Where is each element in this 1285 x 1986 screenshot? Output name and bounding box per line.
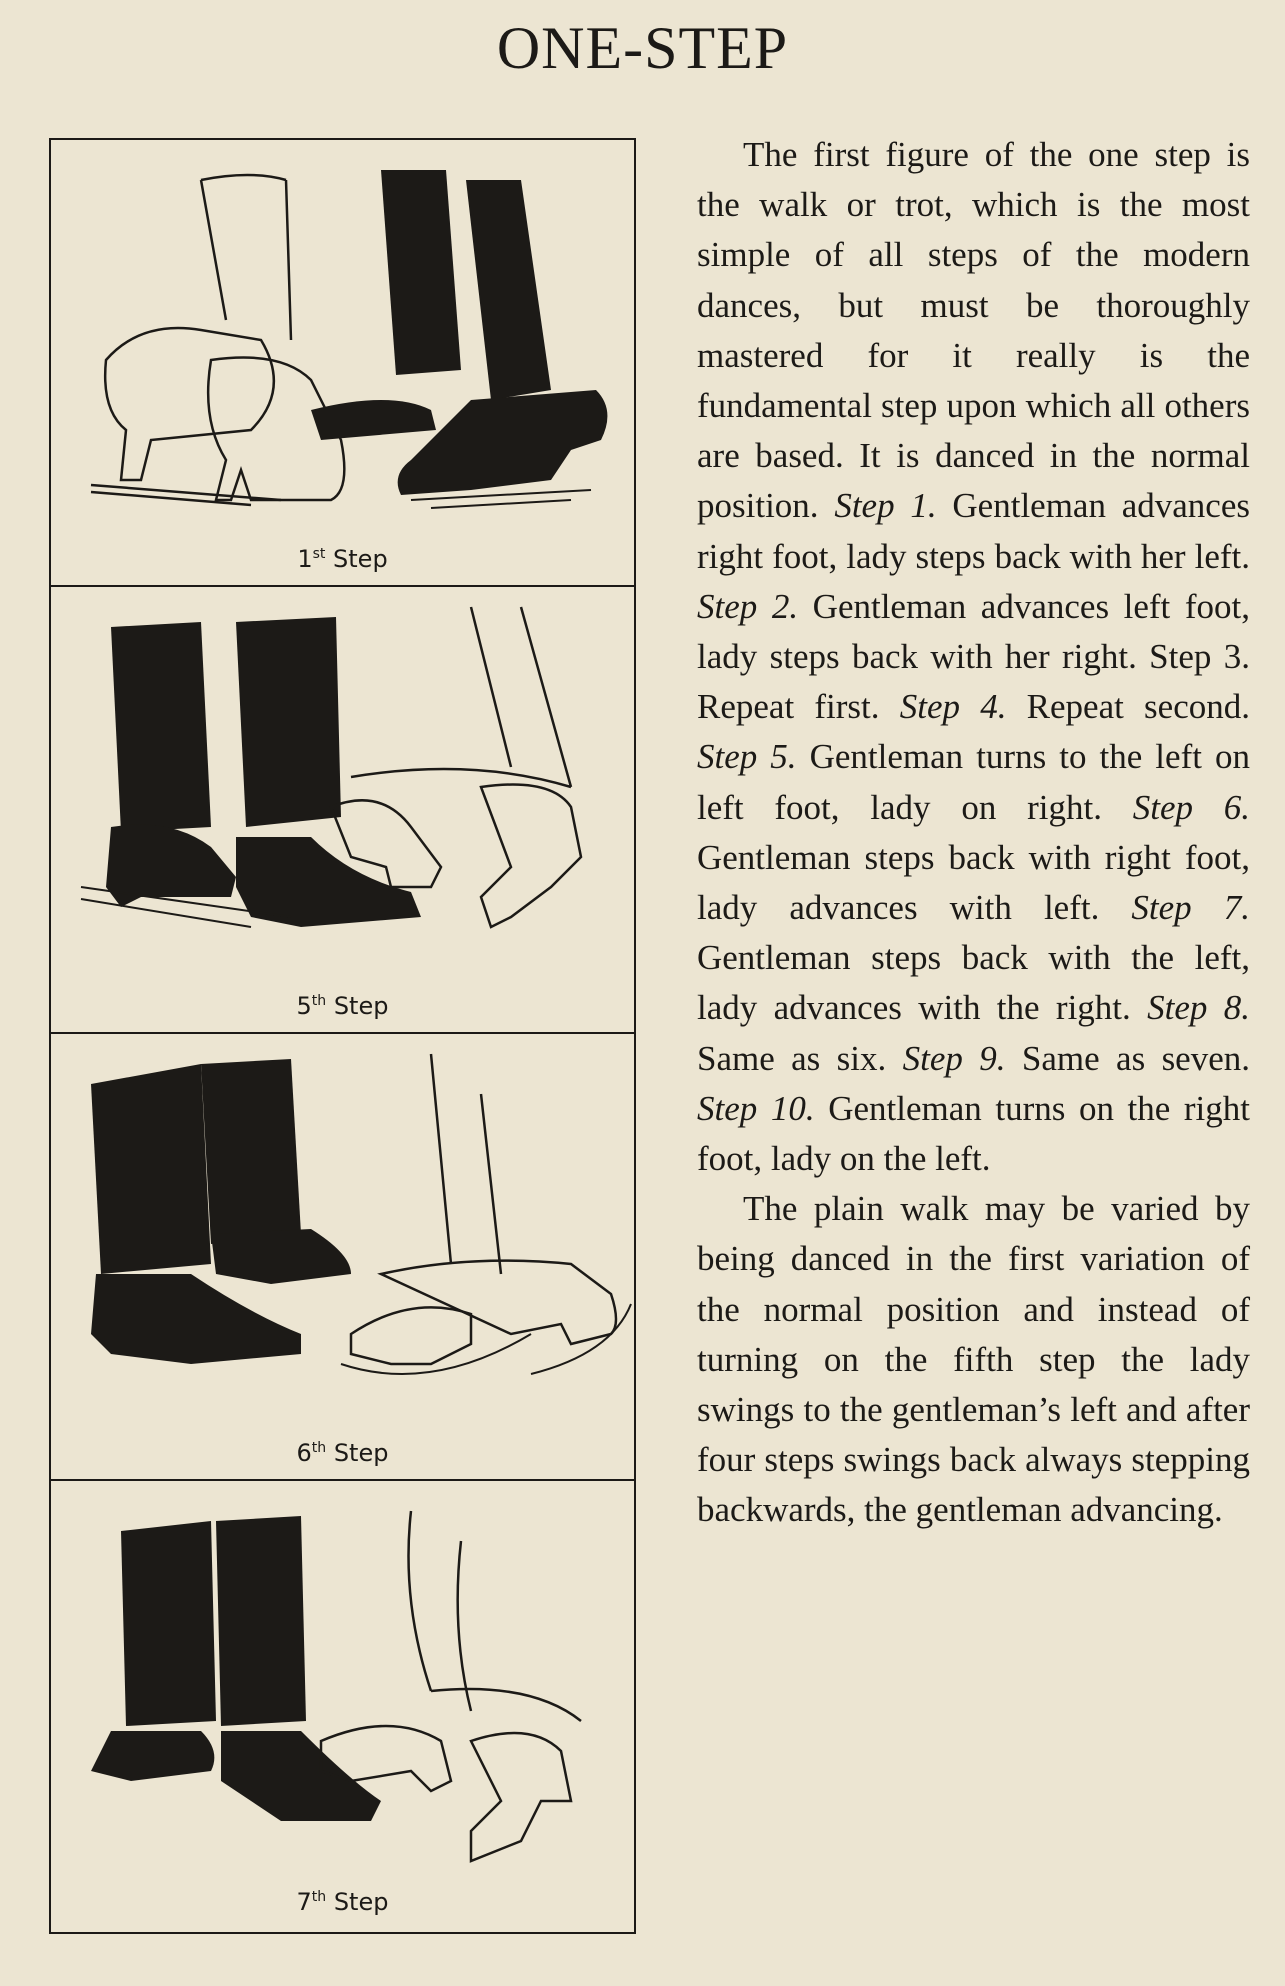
step-panel-7 — [51, 1481, 634, 1928]
step-5-illustration — [51, 587, 634, 1034]
step-panel-5 — [51, 587, 634, 1034]
article-text — [697, 130, 1250, 1536]
step-caption-7: 7th Step — [296, 1888, 389, 1916]
step-caption-5: 5th Step — [296, 992, 389, 1020]
step-panel-6 — [51, 1034, 634, 1481]
step-caption-6: 6th Step — [296, 1439, 389, 1467]
step-1-illustration — [51, 140, 634, 587]
paragraph-1: The first figure of the one step is the walk or trot, which is the most simple of all steps of the modern dances, but must be thoroughly mastered for it really is the fundamental step upon which all others are based. It is danced in the normal position. Step 1. Gentleman advances right foot, lady steps back with her left. Step 2. Gentleman advances left foot, lady steps back with her right. Step 3. Repeat first. Step 4. Repeat second. Step 5. Gentleman turns to the left on left foot, lady on right. Step 6. Gentleman steps back with right foot, lady advances with left. Step 7. Gentleman steps back with the left, lady advances with the right. Step 8. Same as six. Step 9. Same as seven. Step 10. Gentleman turns on the right foot, lady on the left. — [697, 135, 1251, 1179]
paragraph-2: The plain walk may be varied by being danced in the first variation of the normal position and instead of turning on the fifth step the lady swings to the gentleman’s left and after four steps swings back always stepping backwards, the gentleman advancing. — [697, 1189, 1250, 1530]
step-6-illustration — [51, 1034, 634, 1481]
illustration-panels — [49, 138, 636, 1934]
step-panel-1 — [51, 140, 634, 587]
step-7-illustration — [51, 1481, 634, 1928]
page-title: ONE-STEP — [496, 15, 789, 81]
step-caption-1: 1st Step — [297, 545, 388, 573]
